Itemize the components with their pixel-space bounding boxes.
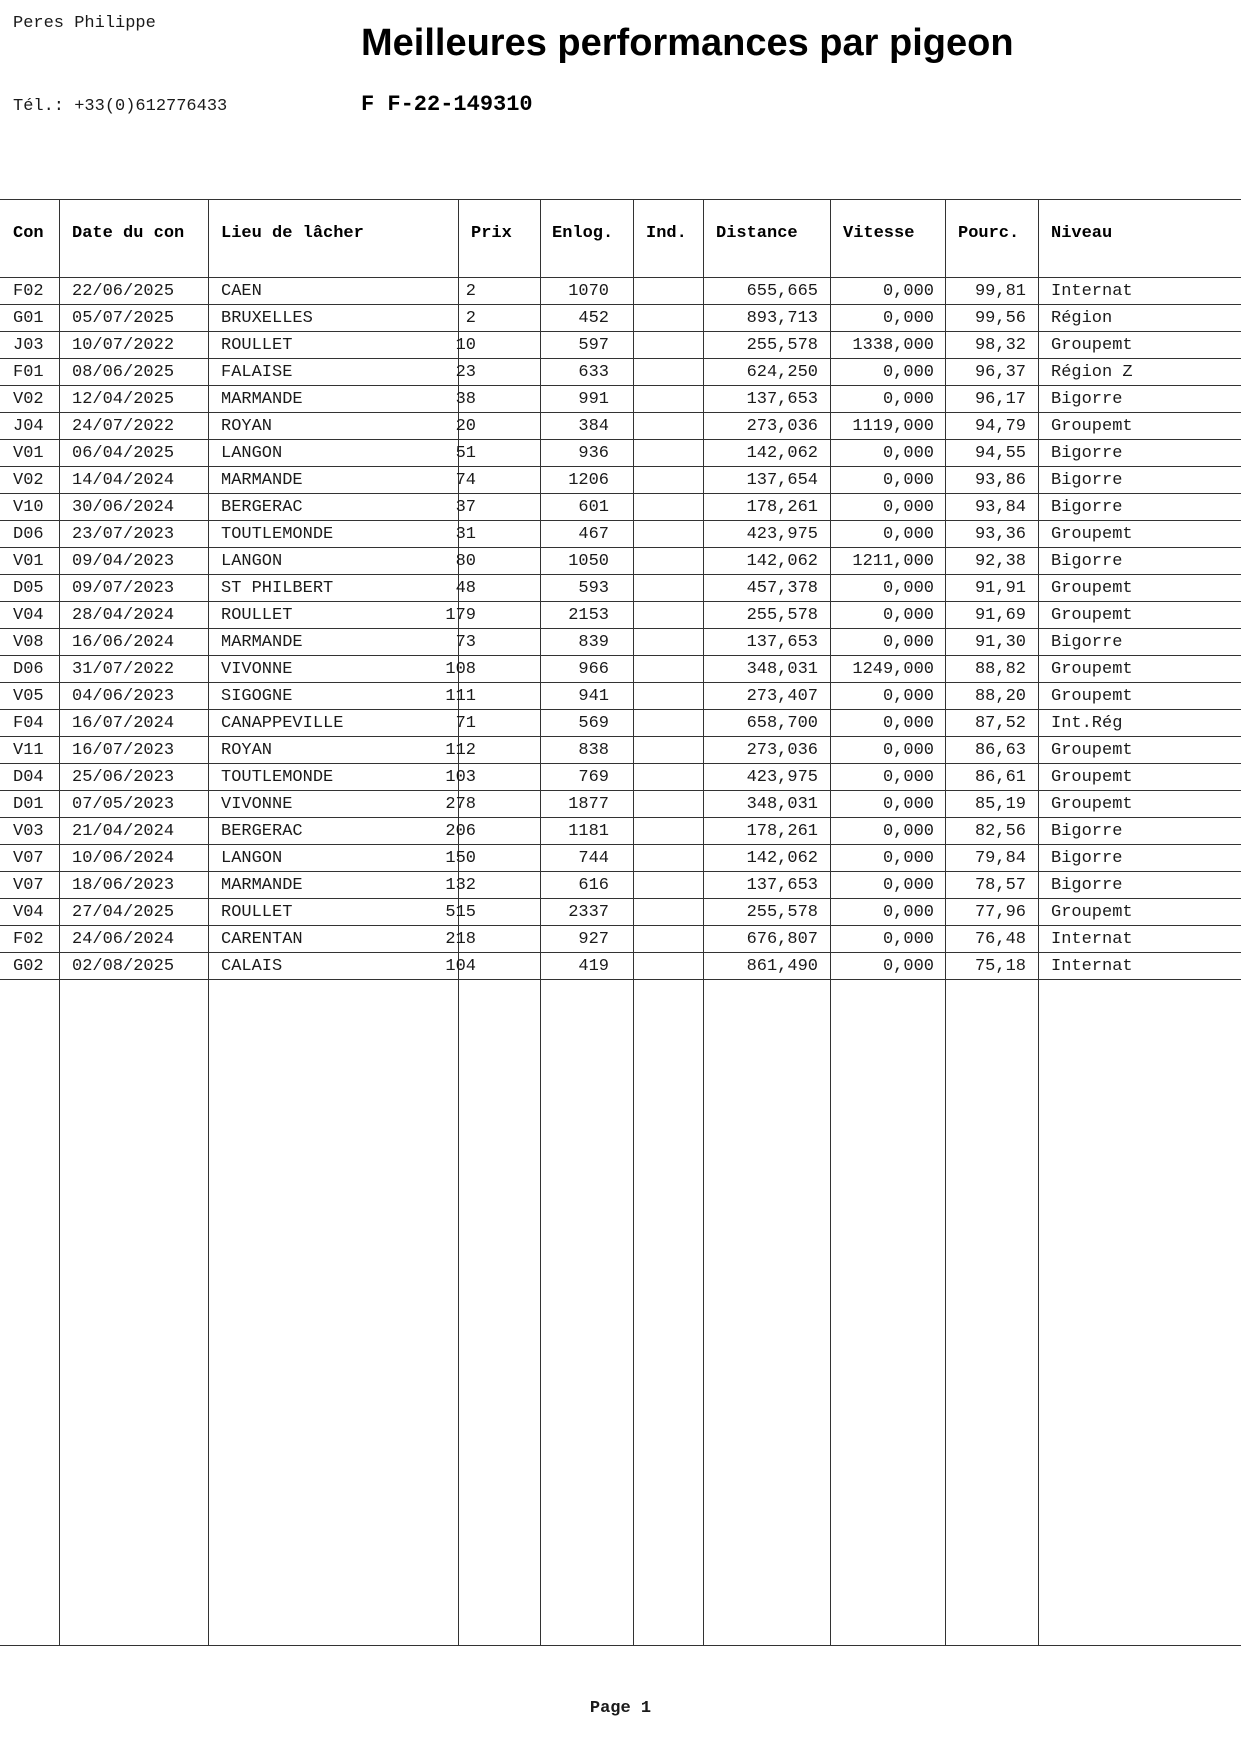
cell-lieu: MARMANDE [221,633,303,652]
cell-enlog: 569 [578,714,609,733]
cell-prix: 51 [455,444,476,463]
cell-niveau: Groupemt [1051,795,1133,814]
cell-date: 24/07/2022 [72,417,175,436]
phone-number: Tél.: +33(0)612776433 [13,97,228,116]
cell-distance: 457,378 [746,579,818,598]
cell-prix: 31 [455,525,476,544]
cell-date: 12/04/2025 [72,390,175,409]
cell-niveau: Internat [1051,930,1133,949]
cell-distance: 137,654 [746,471,818,490]
table-row [0,359,1241,386]
cell-prix: 10 [455,336,476,355]
cell-con: V07 [13,849,44,868]
cell-prix: 150 [445,849,476,868]
cell-niveau: Groupemt [1051,336,1133,355]
table-row [0,818,1241,845]
cell-niveau: Bigorre [1051,471,1123,490]
cell-prix: 37 [455,498,476,517]
cell-distance: 178,261 [746,822,818,841]
page-title: Meilleures performances par pigeon [361,22,1014,64]
cell-prix: 112 [445,741,476,760]
cell-lieu: LANGON [221,444,283,463]
table-row [0,656,1241,683]
cell-enlog: 1877 [568,795,609,814]
cell-con: V04 [13,606,44,625]
cell-distance: 273,036 [746,741,818,760]
cell-niveau: Bigorre [1051,876,1123,895]
cell-enlog: 384 [578,417,609,436]
cell-lieu: CANAPPEVILLE [221,714,344,733]
cell-pourc: 93,84 [974,498,1026,517]
table-row [0,494,1241,521]
cell-niveau: Région [1051,309,1113,328]
page-number: Page 1 [589,1699,652,1718]
cell-niveau: Bigorre [1051,822,1123,841]
cell-prix: 103 [445,768,476,787]
cell-lieu: CALAIS [221,957,283,976]
cell-date: 07/05/2023 [72,795,175,814]
cell-pourc: 78,57 [974,876,1026,895]
cell-date: 05/07/2025 [72,309,175,328]
cell-lieu: BERGERAC [221,822,303,841]
cell-prix: 80 [455,552,476,571]
cell-date: 31/07/2022 [72,660,175,679]
cell-niveau: Bigorre [1051,633,1123,652]
cell-enlog: 1050 [568,552,609,571]
cell-date: 16/06/2024 [72,633,175,652]
cell-pourc: 99,56 [974,309,1026,328]
cell-vitesse: 0,000 [882,309,934,328]
cell-date: 08/06/2025 [72,363,175,382]
owner-name: Peres Philippe [13,14,156,33]
cell-distance: 423,975 [746,525,818,544]
cell-niveau: Bigorre [1051,498,1123,517]
cell-date: 09/07/2023 [72,579,175,598]
cell-prix: 206 [445,822,476,841]
cell-con: D06 [13,660,44,679]
cell-lieu: LANGON [221,849,283,868]
table-row [0,926,1241,953]
cell-date: 28/04/2024 [72,606,175,625]
cell-enlog: 744 [578,849,609,868]
cell-enlog: 419 [578,957,609,976]
cell-vitesse: 0,000 [882,498,934,517]
cell-pourc: 85,19 [974,795,1026,814]
cell-prix: 23 [455,363,476,382]
cell-con: G01 [13,309,44,328]
cell-date: 02/08/2025 [72,957,175,976]
cell-distance: 273,407 [746,687,818,706]
cell-lieu: FALAISE [221,363,293,382]
cell-distance: 624,250 [746,363,818,382]
cell-distance: 273,036 [746,417,818,436]
cell-distance: 861,490 [746,957,818,976]
header-niveau: Niveau [1051,224,1113,243]
table-header [0,200,1241,278]
cell-pourc: 98,32 [974,336,1026,355]
ring-number: F F-22-149310 [361,92,533,117]
cell-pourc: 93,86 [974,471,1026,490]
table-row [0,953,1241,980]
table-row [0,305,1241,332]
cell-distance: 348,031 [746,660,818,679]
cell-enlog: 1181 [568,822,609,841]
cell-pourc: 86,63 [974,741,1026,760]
cell-enlog: 769 [578,768,609,787]
cell-prix: 73 [455,633,476,652]
cell-lieu: ROYAN [221,417,273,436]
table-row [0,845,1241,872]
cell-enlog: 941 [578,687,609,706]
cell-prix: 2 [465,282,476,301]
table-row [0,710,1241,737]
cell-pourc: 93,36 [974,525,1026,544]
table-row [0,683,1241,710]
cell-pourc: 92,38 [974,552,1026,571]
cell-vitesse: 0,000 [882,606,934,625]
cell-pourc: 96,37 [974,363,1026,382]
cell-con: V01 [13,444,44,463]
cell-pourc: 88,20 [974,687,1026,706]
cell-enlog: 467 [578,525,609,544]
cell-prix: 111 [445,687,476,706]
header-con: Con [13,224,44,243]
cell-vitesse: 0,000 [882,930,934,949]
cell-lieu: TOUTLEMONDE [221,768,334,787]
cell-lieu: BERGERAC [221,498,303,517]
cell-enlog: 936 [578,444,609,463]
cell-lieu: MARMANDE [221,471,303,490]
cell-con: V11 [13,741,44,760]
cell-vitesse: 0,000 [882,957,934,976]
cell-con: V10 [13,498,44,517]
cell-con: F01 [13,363,44,382]
cell-prix: 71 [455,714,476,733]
performance-table [0,199,1241,1646]
cell-niveau: Int.Rég [1051,714,1123,733]
cell-distance: 658,700 [746,714,818,733]
cell-distance: 142,062 [746,444,818,463]
cell-enlog: 927 [578,930,609,949]
table-row [0,278,1241,305]
cell-vitesse: 0,000 [882,633,934,652]
header-enlog: Enlog. [552,224,614,243]
cell-enlog: 1070 [568,282,609,301]
cell-prix: 20 [455,417,476,436]
cell-lieu: CARENTAN [221,930,303,949]
cell-enlog: 593 [578,579,609,598]
cell-con: V07 [13,876,44,895]
table-row [0,791,1241,818]
cell-pourc: 75,18 [974,957,1026,976]
cell-pourc: 99,81 [974,282,1026,301]
cell-distance: 142,062 [746,552,818,571]
cell-date: 10/07/2022 [72,336,175,355]
cell-niveau: Région Z [1051,363,1133,382]
cell-prix: 515 [445,903,476,922]
cell-date: 16/07/2023 [72,741,175,760]
cell-prix: 218 [445,930,476,949]
cell-pourc: 91,30 [974,633,1026,652]
cell-vitesse: 0,000 [882,390,934,409]
table-body [0,278,1241,980]
cell-lieu: ROULLET [221,903,293,922]
header-lieu: Lieu de lâcher [221,224,364,243]
cell-vitesse: 0,000 [882,849,934,868]
cell-con: V02 [13,471,44,490]
table-row [0,467,1241,494]
cell-enlog: 1206 [568,471,609,490]
table-row [0,629,1241,656]
cell-date: 27/04/2025 [72,903,175,922]
cell-pourc: 94,79 [974,417,1026,436]
cell-distance: 423,975 [746,768,818,787]
cell-distance: 142,062 [746,849,818,868]
cell-vitesse: 1338,000 [852,336,934,355]
cell-vitesse: 0,000 [882,363,934,382]
cell-lieu: VIVONNE [221,795,293,814]
table-row [0,332,1241,359]
cell-prix: 108 [445,660,476,679]
cell-vitesse: 0,000 [882,876,934,895]
cell-con: D01 [13,795,44,814]
cell-vitesse: 0,000 [882,768,934,787]
cell-distance: 893,713 [746,309,818,328]
cell-distance: 178,261 [746,498,818,517]
cell-con: D04 [13,768,44,787]
cell-enlog: 966 [578,660,609,679]
cell-con: F02 [13,930,44,949]
cell-lieu: ROYAN [221,741,273,760]
cell-enlog: 838 [578,741,609,760]
cell-date: 30/06/2024 [72,498,175,517]
cell-date: 06/04/2025 [72,444,175,463]
cell-vitesse: 0,000 [882,579,934,598]
cell-niveau: Groupemt [1051,417,1133,436]
table-row [0,899,1241,926]
cell-pourc: 77,96 [974,903,1026,922]
cell-enlog: 991 [578,390,609,409]
cell-vitesse: 1119,000 [852,417,934,436]
cell-distance: 255,578 [746,336,818,355]
table-row [0,737,1241,764]
cell-pourc: 79,84 [974,849,1026,868]
cell-enlog: 2337 [568,903,609,922]
cell-con: V04 [13,903,44,922]
cell-pourc: 96,17 [974,390,1026,409]
cell-pourc: 87,52 [974,714,1026,733]
cell-vitesse: 0,000 [882,525,934,544]
table-row [0,521,1241,548]
cell-vitesse: 0,000 [882,471,934,490]
cell-con: V08 [13,633,44,652]
header-ind: Ind. [646,224,687,243]
cell-vitesse: 1211,000 [852,552,934,571]
table-row [0,872,1241,899]
cell-date: 16/07/2024 [72,714,175,733]
cell-lieu: CAEN [221,282,262,301]
cell-lieu: LANGON [221,552,283,571]
cell-date: 25/06/2023 [72,768,175,787]
cell-niveau: Bigorre [1051,849,1123,868]
cell-date: 22/06/2025 [72,282,175,301]
cell-date: 18/06/2023 [72,876,175,895]
cell-vitesse: 0,000 [882,741,934,760]
cell-date: 21/04/2024 [72,822,175,841]
cell-vitesse: 0,000 [882,903,934,922]
cell-vitesse: 0,000 [882,822,934,841]
cell-enlog: 452 [578,309,609,328]
cell-lieu: ROULLET [221,336,293,355]
cell-distance: 676,807 [746,930,818,949]
cell-prix: 38 [455,390,476,409]
cell-prix: 132 [445,876,476,895]
cell-distance: 137,653 [746,390,818,409]
cell-pourc: 91,69 [974,606,1026,625]
cell-niveau: Groupemt [1051,660,1133,679]
cell-lieu: ROULLET [221,606,293,625]
cell-niveau: Groupemt [1051,741,1133,760]
cell-niveau: Groupemt [1051,687,1133,706]
header-distance: Distance [716,224,798,243]
cell-vitesse: 0,000 [882,282,934,301]
cell-enlog: 616 [578,876,609,895]
header-date: Date du con [72,224,185,243]
cell-niveau: Internat [1051,282,1133,301]
cell-lieu: ST PHILBERT [221,579,334,598]
cell-distance: 255,578 [746,903,818,922]
cell-distance: 137,653 [746,876,818,895]
cell-vitesse: 0,000 [882,444,934,463]
cell-niveau: Groupemt [1051,903,1133,922]
table-row [0,440,1241,467]
cell-lieu: VIVONNE [221,660,293,679]
cell-vitesse: 0,000 [882,687,934,706]
cell-distance: 255,578 [746,606,818,625]
cell-vitesse: 0,000 [882,795,934,814]
cell-vitesse: 1249,000 [852,660,934,679]
cell-prix: 104 [445,957,476,976]
header-pourc: Pourc. [958,224,1020,243]
cell-distance: 348,031 [746,795,818,814]
cell-date: 24/06/2024 [72,930,175,949]
cell-distance: 655,665 [746,282,818,301]
cell-con: F02 [13,282,44,301]
table-row [0,602,1241,629]
cell-enlog: 597 [578,336,609,355]
cell-pourc: 91,91 [974,579,1026,598]
cell-con: V01 [13,552,44,571]
cell-con: F04 [13,714,44,733]
cell-distance: 137,653 [746,633,818,652]
cell-enlog: 601 [578,498,609,517]
table-row [0,764,1241,791]
cell-prix: 48 [455,579,476,598]
cell-con: V05 [13,687,44,706]
cell-pourc: 86,61 [974,768,1026,787]
cell-con: V03 [13,822,44,841]
cell-niveau: Bigorre [1051,552,1123,571]
cell-niveau: Bigorre [1051,444,1123,463]
cell-niveau: Groupemt [1051,768,1133,787]
cell-date: 23/07/2023 [72,525,175,544]
cell-con: G02 [13,957,44,976]
cell-con: J04 [13,417,44,436]
cell-niveau: Bigorre [1051,390,1123,409]
cell-vitesse: 0,000 [882,714,934,733]
cell-pourc: 76,48 [974,930,1026,949]
cell-date: 10/06/2024 [72,849,175,868]
cell-date: 09/04/2023 [72,552,175,571]
cell-prix: 179 [445,606,476,625]
cell-con: J03 [13,336,44,355]
cell-pourc: 88,82 [974,660,1026,679]
cell-niveau: Groupemt [1051,525,1133,544]
cell-prix: 278 [445,795,476,814]
cell-con: D05 [13,579,44,598]
header-vitesse: Vitesse [843,224,915,243]
cell-lieu: BRUXELLES [221,309,313,328]
cell-enlog: 633 [578,363,609,382]
cell-enlog: 839 [578,633,609,652]
table-row [0,386,1241,413]
cell-lieu: MARMANDE [221,876,303,895]
cell-date: 04/06/2023 [72,687,175,706]
cell-con: V02 [13,390,44,409]
cell-lieu: TOUTLEMONDE [221,525,334,544]
table-row [0,413,1241,440]
cell-date: 14/04/2024 [72,471,175,490]
cell-enlog: 2153 [568,606,609,625]
cell-pourc: 82,56 [974,822,1026,841]
cell-niveau: Groupemt [1051,606,1133,625]
table-row [0,575,1241,602]
cell-prix: 74 [455,471,476,490]
header-prix: Prix [471,224,512,243]
cell-niveau: Internat [1051,957,1133,976]
cell-lieu: MARMANDE [221,390,303,409]
cell-pourc: 94,55 [974,444,1026,463]
cell-prix: 2 [465,309,476,328]
cell-niveau: Groupemt [1051,579,1133,598]
cell-con: D06 [13,525,44,544]
table-row [0,548,1241,575]
cell-lieu: SIGOGNE [221,687,293,706]
